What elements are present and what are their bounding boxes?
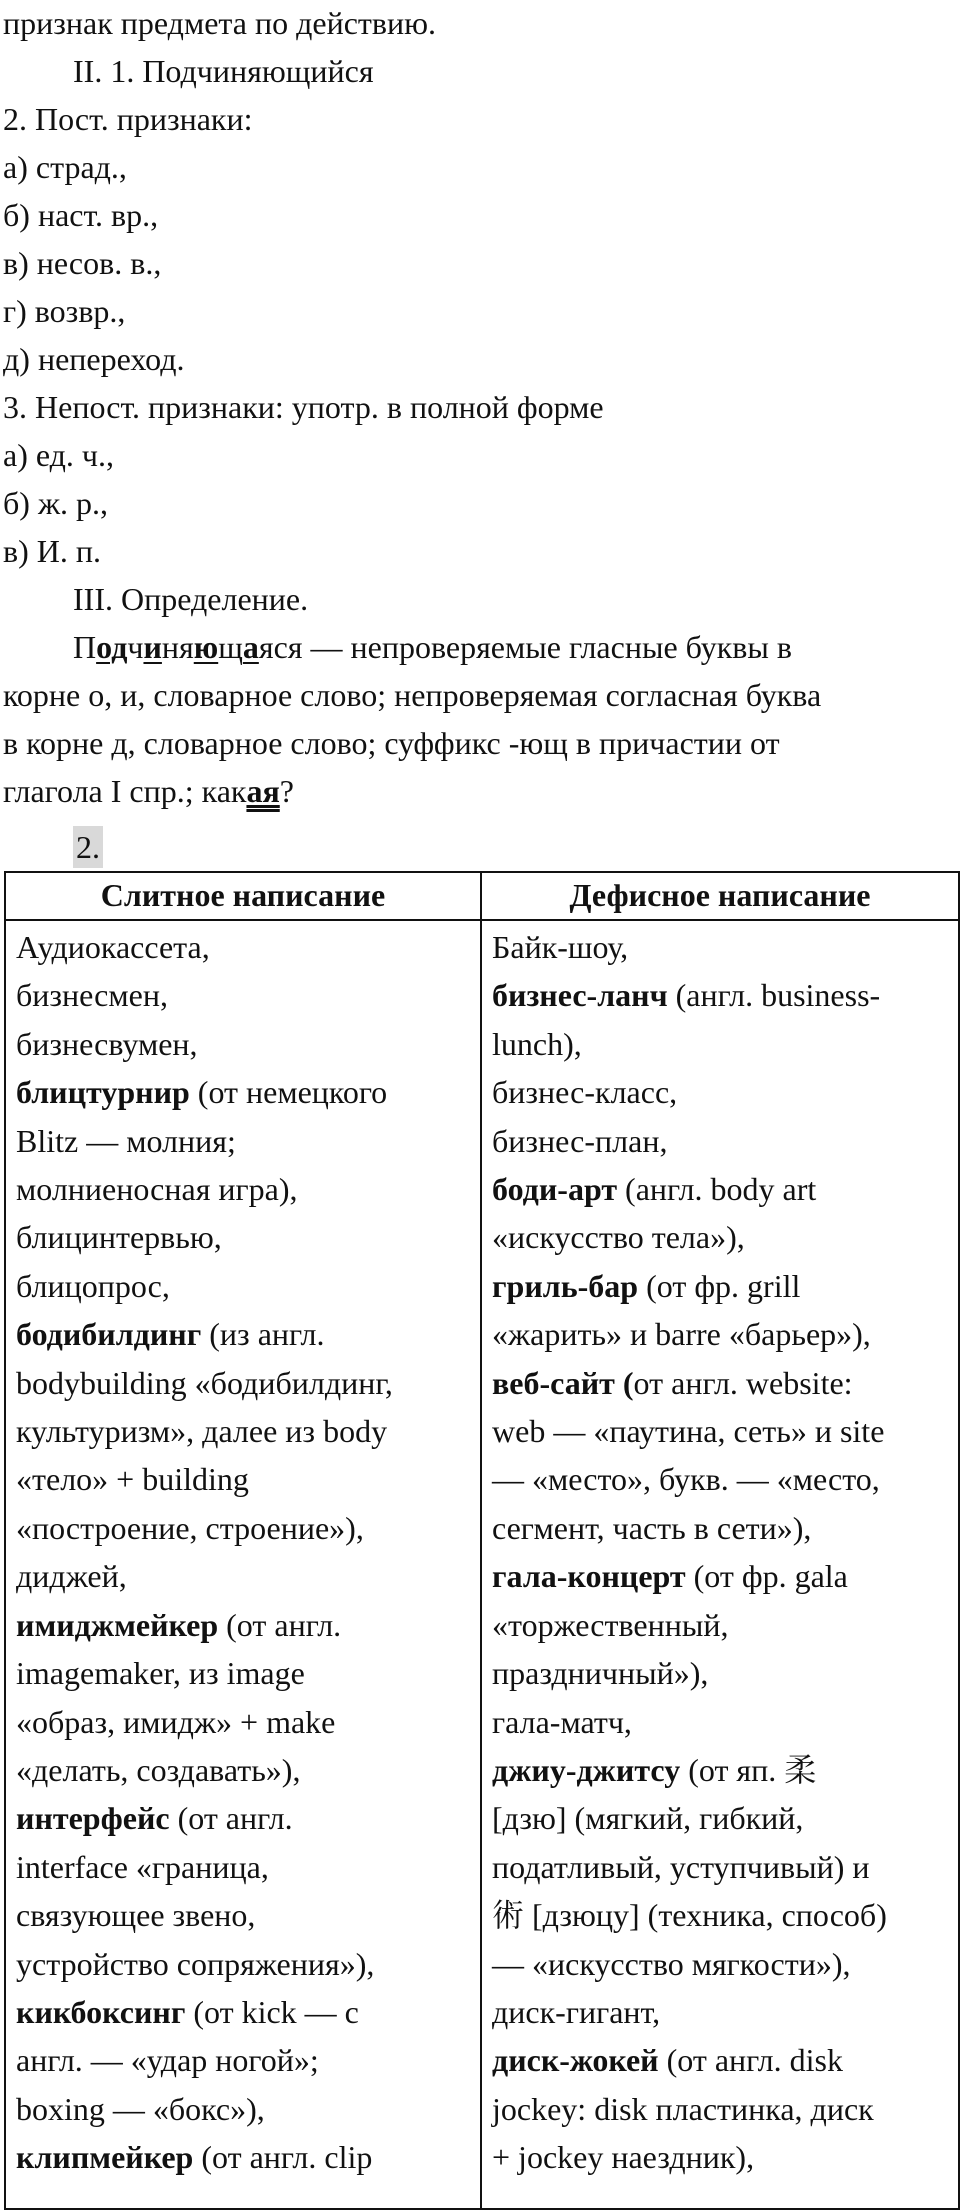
section-heading: III. Определение.: [73, 581, 309, 617]
term-text: Blitz — молния;: [16, 1122, 236, 1159]
ending-highlight: ая: [246, 773, 280, 809]
term-text: (от немецкого: [189, 1074, 388, 1111]
term-text: культуризм», далее из body: [16, 1413, 388, 1450]
table-line: [492, 1068, 950, 1116]
term-text: Байк-шоу,: [492, 929, 629, 965]
term-text: (от англ.: [169, 1800, 293, 1837]
explanation-line: [3, 771, 294, 811]
term-text: (от англ. disk: [658, 2042, 843, 2079]
term-text: interface «граница,: [16, 1848, 269, 1885]
word-part: яся: [258, 629, 303, 665]
term-text: бизнес-класс,: [492, 1074, 678, 1111]
table-line: [16, 1262, 472, 1310]
section-heading: II. 1. Подчиняющийся: [73, 53, 374, 89]
table-line: [492, 1794, 950, 1842]
term-text: бизнес-план,: [492, 1122, 668, 1159]
table-line: [16, 971, 472, 1019]
hyphen-spelling-cell: [481, 920, 959, 2209]
list-item: а) ед. ч.,: [3, 437, 115, 473]
term-text: (от фр. grill: [638, 1267, 801, 1304]
text-line: признак предмета по действию.: [3, 5, 437, 41]
term-text: + jockey наездник),: [492, 2139, 755, 2176]
term-text: (от kick — с: [185, 1993, 359, 2030]
term-word: веб-сайт (: [492, 1364, 634, 1401]
table-line: [16, 923, 472, 971]
word-part-highlight: ю: [193, 629, 219, 665]
explanation-text: ?: [279, 773, 294, 809]
table-line: [16, 1843, 472, 1891]
term-word: имиджмейкер: [16, 1606, 219, 1643]
table-line: [16, 1504, 472, 1552]
term-text: диджей,: [16, 1558, 127, 1595]
list-item: б) ж. р.,: [3, 485, 109, 521]
term-text: гала-матч,: [492, 1703, 632, 1740]
table-line: [16, 1213, 472, 1261]
table-line: [492, 1455, 950, 1503]
term-text: «построение, строение»),: [16, 1509, 364, 1546]
term-word: диск-жокей: [492, 2042, 659, 2079]
term-text: англ. — «удар ногой»;: [16, 2042, 319, 2079]
table-line: [492, 1601, 950, 1649]
header-solid-spelling: Слитное написание: [5, 872, 481, 920]
table-line: [492, 2085, 950, 2133]
table-line: [492, 923, 950, 971]
table-line: [16, 2133, 472, 2181]
table-line: [492, 1020, 950, 1068]
table-line: [16, 1746, 472, 1794]
term-text: устройство сопряжения»),: [16, 1945, 375, 1982]
term-text: от англ. website:: [633, 1364, 853, 1401]
table-line: [16, 1601, 472, 1649]
table-line: [16, 1455, 472, 1503]
table-line: [492, 1649, 950, 1697]
term-text: «торжественный,: [492, 1606, 729, 1643]
table-line: [492, 1891, 950, 1939]
term-text: boxing — «бокс»),: [16, 2090, 265, 2127]
explanation-line: в корне д, словарное слово; суффикс -ющ в причастии от: [3, 725, 780, 761]
word-part: щ: [218, 629, 243, 665]
table-line: [16, 1698, 472, 1746]
table-line: [16, 1552, 472, 1600]
table-line: [492, 1843, 950, 1891]
table-line: [16, 2085, 472, 2133]
term-word: клипмейкер: [16, 2139, 194, 2176]
text-line: 2. Пост. признаки:: [3, 101, 253, 137]
table-line: [16, 2036, 472, 2084]
word-part-highlight: од: [96, 629, 128, 665]
table-header-row: [5, 872, 959, 920]
table-line: [16, 1068, 472, 1116]
term-text: (англ. business-: [667, 977, 881, 1014]
term-word: бодибилдинг: [16, 1316, 202, 1353]
table-line: [492, 2036, 950, 2084]
explanation-text: — непроверяемые гласные буквы в: [302, 629, 792, 665]
word-part: ч: [127, 629, 144, 665]
term-text: Аудиокассета,: [16, 929, 210, 965]
table-line: [492, 1262, 950, 1310]
table-row: [5, 920, 959, 2209]
term-text: — «место», букв. — «место,: [492, 1461, 880, 1498]
term-text: бизнесмен,: [16, 977, 168, 1014]
word-part-highlight: и: [143, 629, 162, 665]
term-text: jockey: disk пластинка, диск: [492, 2090, 874, 2127]
table-line: [16, 1117, 472, 1165]
table-line: [492, 1746, 950, 1794]
term-text: lunch),: [492, 1025, 582, 1062]
list-item: г) возвр.,: [3, 293, 126, 329]
term-text: «жарить» и barre «барьер»),: [492, 1316, 871, 1353]
table-line: [16, 1940, 472, 1988]
term-text: бизнесвумен,: [16, 1025, 198, 1062]
term-text: «образ, имидж» + make: [16, 1703, 336, 1740]
word-part-highlight: а: [242, 629, 259, 665]
table-line: [492, 1310, 950, 1358]
term-text: (от англ. clip: [193, 2139, 373, 2176]
term-text: «искусство тела»),: [492, 1219, 745, 1256]
table-line: [16, 1407, 472, 1455]
term-text: «делать, создавать»),: [16, 1751, 301, 1788]
solid-spelling-cell: [5, 920, 481, 2209]
explanation-text: глагола I спр.; как: [3, 773, 247, 809]
table-line: [492, 1359, 950, 1407]
table-line: [16, 1988, 472, 2036]
table-line: [492, 1552, 950, 1600]
term-word: интерфейс: [16, 1800, 170, 1837]
term-text: (от фр. gala: [685, 1558, 848, 1595]
term-text: (от яп. 柔: [680, 1751, 817, 1788]
term-text: (англ. body art: [617, 1171, 817, 1208]
table-line: [492, 971, 950, 1019]
table-line: [16, 1359, 472, 1407]
term-text: (из англ.: [201, 1316, 325, 1353]
term-text: праздничный»),: [492, 1655, 709, 1692]
table-line: [492, 1213, 950, 1261]
table-line: [492, 1940, 950, 1988]
term-word: блицтурнир: [16, 1074, 190, 1111]
term-text: связующее звено,: [16, 1897, 256, 1934]
list-item: а) страд.,: [3, 149, 127, 185]
list-item: б) наст. вр.,: [3, 197, 159, 233]
table-line: [492, 1698, 950, 1746]
term-text: диск-гигант,: [492, 1993, 661, 2030]
term-text: податливый, уступчивый) и: [492, 1848, 870, 1885]
explanation-line: корне о, и, словарное слово; непроверяемая согласная буква: [3, 677, 822, 713]
term-word: гала-концерт: [492, 1558, 686, 1595]
table-line: [492, 1504, 950, 1552]
term-text: (от англ.: [218, 1606, 342, 1643]
term-word: кикбоксинг: [16, 1993, 186, 2030]
term-text: «тело» + building: [16, 1461, 249, 1498]
term-text: молниеносная игра),: [16, 1171, 298, 1208]
term-text: 術 [дзюцу] (техника, способ): [492, 1897, 887, 1934]
term-word: бизнес-ланч: [492, 977, 668, 1014]
table-line: [16, 1020, 472, 1068]
term-word: гриль-бар: [492, 1267, 639, 1304]
table-line: [16, 1794, 472, 1842]
table-line: [492, 1117, 950, 1165]
header-hyphen-spelling: Дефисное написание: [481, 872, 959, 920]
term-text: сегмент, часть в сети»),: [492, 1509, 812, 1546]
term-text: [дзю] (мягкий, гибкий,: [492, 1800, 804, 1837]
list-item: д) непереход.: [3, 341, 185, 377]
table-line: [492, 1165, 950, 1213]
task-number: 2.: [73, 826, 103, 868]
term-text: bodybuilding «бодибилдинг,: [16, 1364, 393, 1401]
table-line: [492, 2133, 950, 2181]
table-line: [16, 1649, 472, 1697]
term-word: джиу-джитсу: [492, 1751, 681, 1788]
word-analysis-line: [73, 627, 792, 667]
term-text: — «искусство мягкости»),: [492, 1945, 851, 1982]
table-line: [16, 1165, 472, 1213]
text-line: 3. Непост. признаки: употр. в полной форме: [3, 389, 604, 425]
word-part: ня: [161, 629, 194, 665]
spelling-table: [4, 871, 960, 2210]
term-text: блицопрос,: [16, 1267, 170, 1304]
table-line: [492, 1407, 950, 1455]
table-line: [16, 1891, 472, 1939]
list-item: в) несов. в.,: [3, 245, 162, 281]
term-text: web — «паутина, сеть» и site: [492, 1413, 885, 1450]
table-line: [492, 1988, 950, 2036]
term-text: блицинтервью,: [16, 1219, 222, 1256]
list-item: в) И. п.: [3, 533, 101, 569]
table-line: [16, 1310, 472, 1358]
word-part: П: [73, 629, 97, 665]
term-text: imagemaker, из image: [16, 1655, 305, 1692]
term-word: боди-арт: [492, 1171, 618, 1208]
